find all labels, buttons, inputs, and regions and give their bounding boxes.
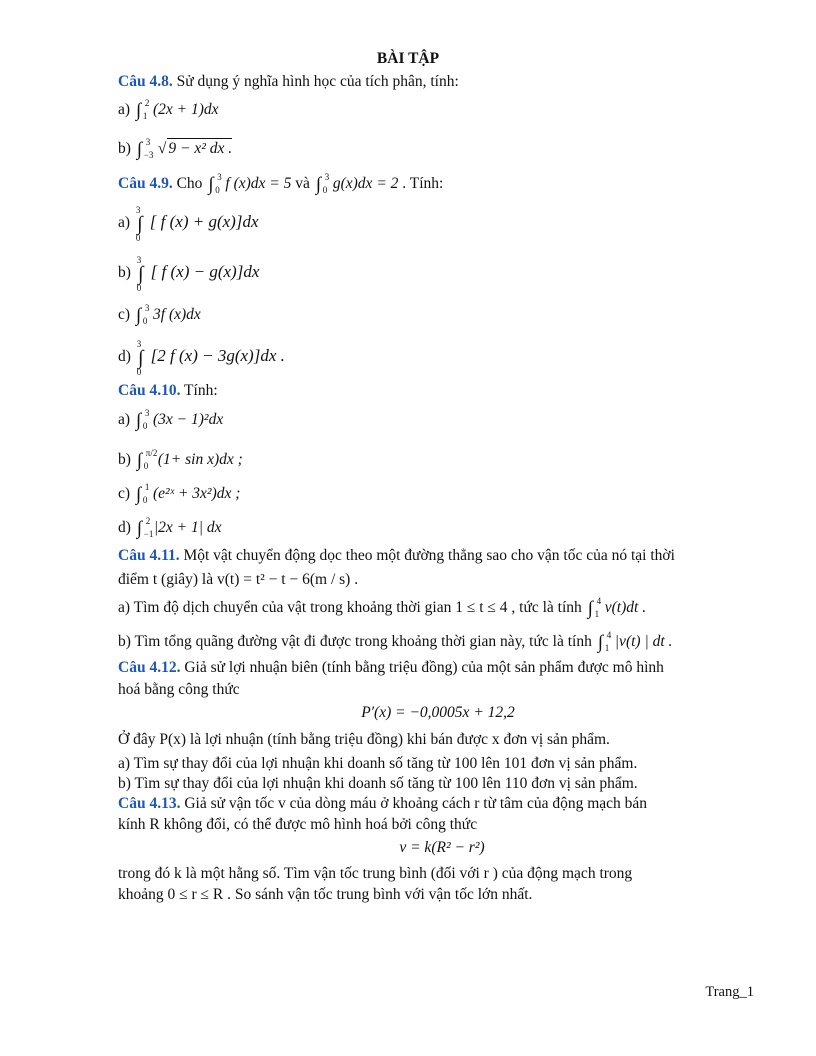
item-prefix: d)	[118, 348, 131, 365]
question-text: Cho	[172, 175, 207, 192]
question-4-8-a	[118, 100, 219, 121]
question-label: Câu 4.13.	[118, 795, 181, 812]
question-text: a) Tìm sự thay đổi của lợi nhuận khi doanh số tăng từ 100 lên 101 đơn vị sản phẩm.	[118, 755, 638, 772]
question-4-13-line2	[118, 815, 477, 835]
profit-formula: P′(x) = −0,0005x + 12,2	[361, 704, 515, 721]
item-prefix: a)	[118, 214, 131, 231]
item-prefix: d)	[118, 519, 131, 536]
math-expression: |v(t) | dt .	[614, 633, 673, 650]
question-4-10-heading	[118, 381, 218, 401]
integral-sign: ∫ 2 1	[135, 98, 150, 121]
question-4-9-d	[118, 339, 285, 377]
question-4-13-heading	[118, 794, 647, 814]
integral-sign: ∫ 2 −1	[136, 516, 154, 539]
question-4-12-b	[118, 774, 638, 794]
question-text: b) Tìm sự thay đổi của lợi nhuận khi doanh số tăng từ 100 lên 110 đơn vị sản phẩm.	[118, 775, 638, 792]
integral-sign: ∫ 4 1	[597, 630, 612, 653]
question-label: Câu 4.8.	[118, 73, 173, 90]
question-4-10-b	[118, 450, 243, 471]
velocity-formula: v = k(R² − r²)	[399, 839, 485, 856]
item-prefix: b)	[118, 451, 131, 468]
question-text: Một vật chuyển động dọc theo một đường thẳng sao cho vận tốc của nó tại thời	[179, 547, 675, 564]
question-text: và	[291, 175, 314, 192]
question-4-8-heading	[118, 72, 459, 92]
question-text: b) Tìm tổng quãng đường vật đi được trong khoảng thời gian này, tức là tính	[118, 633, 592, 650]
sqrt-icon: √	[157, 140, 167, 157]
math-expression: g(x)dx = 2	[332, 175, 399, 192]
question-4-12-line2	[118, 680, 240, 700]
question-4-12-a	[118, 754, 637, 774]
question-text: hoá bằng công thức	[118, 681, 240, 698]
math-expression: 3f (x)dx	[153, 306, 201, 323]
question-text: khoảng 0 ≤ r ≤ R . So sánh vận tốc trung bình với vận tốc lớn nhất.	[118, 886, 533, 903]
item-prefix: c)	[118, 485, 131, 502]
question-4-10-c	[118, 484, 240, 505]
question-4-9-c	[118, 305, 201, 326]
question-text: kính R không đổi, có thể được mô hình hoá bởi công thức	[118, 816, 478, 833]
question-4-13-line3	[118, 864, 632, 884]
page-title: BÀI TẬP	[376, 50, 440, 67]
question-label: Câu 4.10.	[118, 382, 181, 399]
question-text: Tính:	[180, 382, 218, 399]
question-4-12-heading	[118, 658, 664, 678]
question-4-12-line3	[118, 730, 610, 750]
question-4-11-line2	[118, 570, 358, 590]
question-text: Giả sử lợi nhuận biên (tính bằng triệu đồng) của một sản phẩm được mô hình	[180, 659, 664, 676]
math-expression: |2x + 1| dx	[153, 519, 222, 536]
page-number: Trang_1	[705, 984, 754, 1000]
question-text: a) Tìm độ dịch chuyển của vật trong khoảng thời gian 1 ≤ t ≤ 4 , tức là tính	[118, 599, 582, 616]
question-text: Giả sử vận tốc v của dòng máu ở khoảng cách r từ tâm của động mạch bán	[180, 795, 648, 812]
question-4-13-line4	[118, 885, 532, 905]
integral-sign: ∫ 3 0	[135, 205, 143, 243]
item-prefix: b)	[118, 264, 131, 281]
integral-sign: ∫ π/2 0	[136, 448, 158, 471]
integral-sign: ∫ 3 0	[135, 303, 150, 326]
question-label: Câu 4.11.	[118, 547, 180, 564]
question-label: Câu 4.12.	[118, 659, 181, 676]
question-4-9-b	[118, 255, 260, 293]
item-prefix: c)	[118, 306, 131, 323]
question-4-9-a	[118, 205, 259, 243]
math-expression: (1+ sin x)dx ;	[157, 451, 243, 468]
integral-sign: ∫ 3 −3	[136, 137, 154, 160]
item-prefix: b)	[118, 140, 131, 157]
question-text: Ở đây P(x) là lợi nhuận (tính bằng triệu đồng) khi bán được x đơn vị sản phẩm.	[118, 731, 610, 748]
integral-sign: ∫ 3 0	[135, 408, 150, 431]
question-text: điểm t (giây) là v(t) = t² − t − 6(m / s) .	[118, 571, 359, 588]
question-4-10-a	[118, 410, 223, 431]
math-expression: v(t)dt .	[604, 599, 647, 616]
question-4-10-d	[118, 518, 222, 539]
question-4-9-heading	[118, 174, 443, 195]
math-expression: f (x)dx = 5	[225, 175, 292, 192]
question-4-11-a	[118, 598, 646, 619]
integral-sign: ∫ 4 1	[587, 596, 602, 619]
math-expression: (e²ˣ + 3x²)dx ;	[153, 485, 241, 502]
integral-sign: ∫ 3 0	[136, 339, 144, 377]
question-4-11-b	[118, 632, 672, 653]
question-label: Câu 4.9.	[118, 175, 173, 192]
integral-sign: ∫ 3 0	[136, 255, 144, 293]
question-text: . Tính:	[398, 175, 444, 192]
question-text: trong đó k là một hằng số. Tìm vận tốc trung bình (đối với r ) của động mạch trong	[118, 865, 633, 882]
question-4-11-heading	[118, 546, 675, 566]
item-prefix: a)	[118, 101, 131, 118]
question-4-8-b	[118, 138, 232, 160]
math-expression: [ f (x) − g(x)]dx	[150, 262, 260, 281]
math-expression: (2x + 1)dx	[153, 101, 219, 118]
math-expression: 9 − x² dx .	[168, 140, 233, 157]
integral-sign: ∫ 3 0	[315, 172, 330, 195]
math-expression: (3x − 1)²dx	[153, 411, 224, 428]
integral-sign: ∫ 3 0	[208, 172, 222, 195]
math-expression: [2 f (x) − 3g(x)]dx .	[150, 346, 285, 365]
math-expression: [ f (x) + g(x)]dx	[149, 212, 259, 231]
question-text: Sử dụng ý nghĩa hình học của tích phân, tính:	[172, 73, 459, 90]
integral-sign: ∫ 1 0	[135, 482, 150, 505]
item-prefix: a)	[118, 411, 131, 428]
